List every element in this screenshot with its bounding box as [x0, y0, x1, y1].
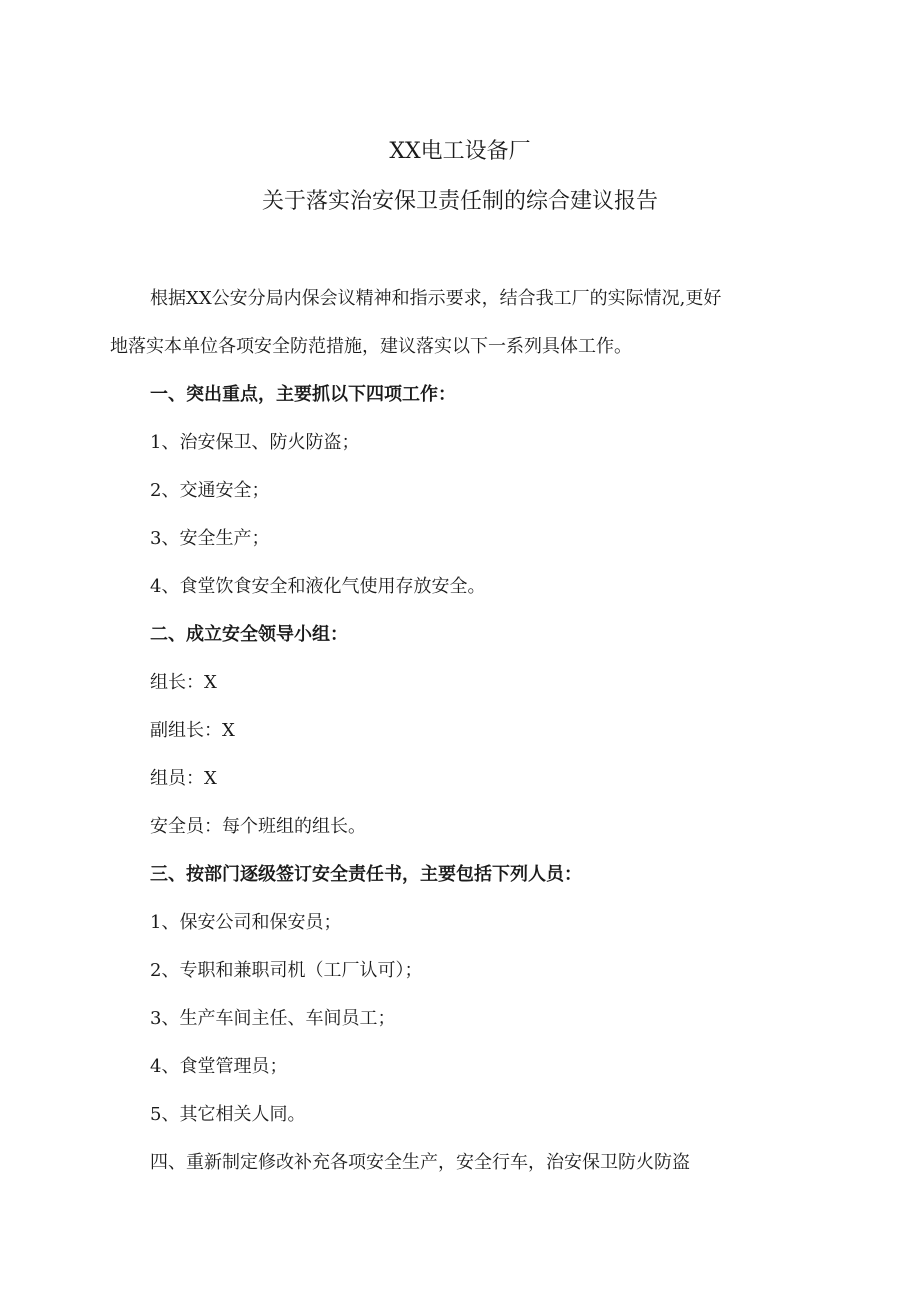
section2-heading: 二、成立安全领导小组：	[150, 624, 348, 645]
section3-item: 3、生产车间主任、车间员工；	[150, 1008, 396, 1029]
section2-item: 副组长：X	[150, 720, 235, 741]
section1-item: 3、安全生产；	[150, 528, 270, 549]
section1-item: 2、交通安全；	[150, 480, 270, 501]
document-title-line2: 关于落实治安保卫责任制的综合建议报告	[261, 189, 658, 214]
section3-item: 4、食堂管理员；	[150, 1056, 288, 1077]
section3-item: 2、专职和兼职司机（工厂认可）；	[150, 960, 423, 981]
document-title-line1: XX电工设备厂	[389, 139, 531, 164]
section2-item: 组员：X	[150, 768, 217, 789]
section1-heading: 一、突出重点，主要抓以下四项工作：	[150, 384, 456, 405]
section2-item: 安全员：每个班组的组长。	[150, 816, 366, 837]
section2-item: 组长：X	[150, 672, 217, 693]
section1-item: 4、食堂饮食安全和液化气使用存放安全。	[150, 576, 486, 597]
section3-item: 1、保安公司和保安员；	[150, 912, 342, 933]
section3-heading: 三、按部门逐级签订安全责任书，主要包括下列人员：	[150, 864, 582, 885]
intro-paragraph-line1: 根据XX公安分局内保会议精神和指示要求，结合我工厂的实际情况,更好	[150, 288, 722, 309]
intro-paragraph-line2: 地落实本单位各项安全防范措施，建议落实以下一系列具体工作。	[110, 336, 632, 357]
section3-item: 5、其它相关人同。	[150, 1104, 306, 1125]
section4-heading: 四、重新制定修改补充各项安全生产，安全行车，治安保卫防火防盗	[150, 1152, 690, 1173]
section1-item: 1、治安保卫、防火防盗；	[150, 432, 360, 453]
